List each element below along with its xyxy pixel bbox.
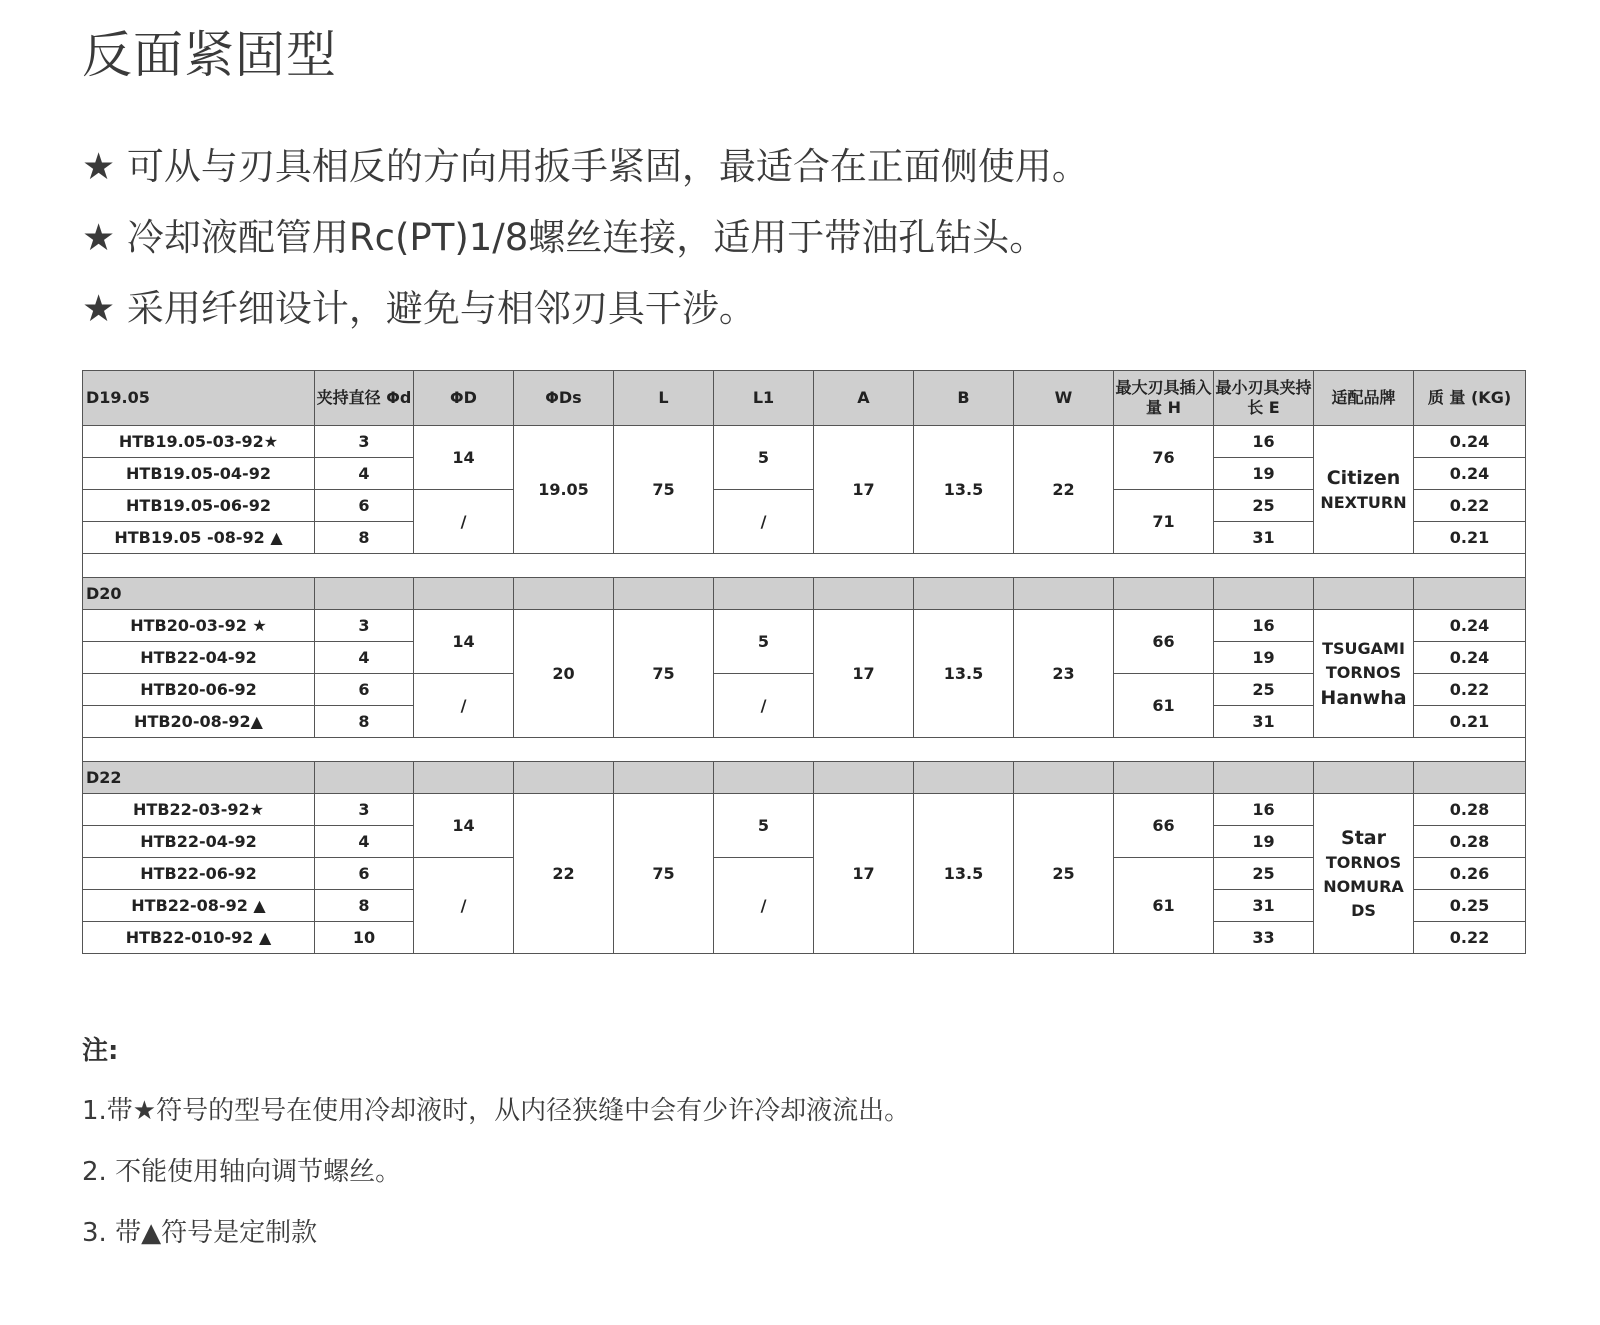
table-header-row: [83, 371, 1526, 426]
brand-name: NOMURA: [1323, 876, 1404, 896]
A-cell: 17: [814, 794, 914, 954]
header-cell: 最小刃具夹持长 E: [1214, 371, 1314, 426]
H-cell: 61: [1114, 858, 1214, 954]
E-cell: 16: [1214, 794, 1314, 826]
L1-cell: /: [714, 490, 814, 554]
kg-cell: 0.28: [1414, 794, 1526, 826]
group-header-row: [83, 578, 1526, 610]
header-cell: 夹持直径 Φd: [315, 371, 414, 426]
H-cell: 76: [1114, 426, 1214, 490]
feature-2: ★ 冷却液配管用Rc(PT)1/8螺丝连接，适用于带油孔钻头。: [82, 216, 1047, 259]
kg-cell: 0.24: [1414, 426, 1526, 458]
header-cell: A: [814, 371, 914, 426]
brand-name: Hanwha: [1320, 686, 1407, 709]
model-cell: HTB20-08-92▲: [83, 706, 315, 738]
d-cell: 10: [315, 922, 414, 954]
note-3: 3. 带▲符号是定制款: [82, 1218, 318, 1248]
table-row: [83, 426, 1526, 458]
E-cell: 16: [1214, 610, 1314, 642]
phiD-cell: 14: [414, 426, 514, 490]
group-header-row: [83, 762, 1526, 794]
model-cell: HTB20-06-92: [83, 674, 315, 706]
phiDs-cell: 20: [514, 610, 614, 738]
model-cell: HTB22-04-92: [83, 826, 315, 858]
model-cell: HTB19.05-06-92: [83, 490, 315, 522]
kg-cell: 0.21: [1414, 522, 1526, 554]
brand-name: TSUGAMI: [1322, 638, 1405, 658]
kg-cell: 0.22: [1414, 922, 1526, 954]
E-cell: 25: [1214, 858, 1314, 890]
table-row: [83, 490, 1526, 522]
L1-cell: 5: [714, 426, 814, 490]
header-cell: 适配品牌: [1314, 371, 1414, 426]
d-cell: 8: [315, 890, 414, 922]
header-cell: L1: [714, 371, 814, 426]
kg-cell: 0.22: [1414, 490, 1526, 522]
brand-name: NEXTURN: [1320, 492, 1407, 512]
E-cell: 33: [1214, 922, 1314, 954]
phiD-cell: 14: [414, 610, 514, 674]
spacer-row: [83, 738, 1526, 762]
phiD-cell: 14: [414, 794, 514, 858]
table-row: [83, 858, 1526, 890]
E-cell: 25: [1214, 490, 1314, 522]
group-name: D22: [83, 762, 315, 794]
E-cell: 31: [1214, 890, 1314, 922]
model-cell: HTB22-08-92 ▲: [83, 890, 315, 922]
model-cell: HTB19.05-04-92: [83, 458, 315, 490]
brand-name: Star: [1341, 826, 1386, 849]
E-cell: 25: [1214, 674, 1314, 706]
brand-cell: [1314, 610, 1414, 738]
feature-3: ★ 采用纤细设计，避免与相邻刃具干涉。: [82, 287, 756, 330]
A-cell: 17: [814, 610, 914, 738]
W-cell: 25: [1014, 794, 1114, 954]
phiD-cell: /: [414, 858, 514, 954]
E-cell: 31: [1214, 706, 1314, 738]
L-cell: 75: [614, 794, 714, 954]
W-cell: 23: [1014, 610, 1114, 738]
header-cell: W: [1014, 371, 1114, 426]
phiD-cell: /: [414, 674, 514, 738]
B-cell: 13.5: [914, 426, 1014, 554]
table-row: [83, 674, 1526, 706]
kg-cell: 0.21: [1414, 706, 1526, 738]
brand-name: TORNOS: [1325, 852, 1402, 872]
E-cell: 19: [1214, 642, 1314, 674]
kg-cell: 0.24: [1414, 642, 1526, 674]
B-cell: 13.5: [914, 794, 1014, 954]
d-cell: 4: [315, 458, 414, 490]
note-2: 2. 不能使用轴向调节螺丝。: [82, 1157, 402, 1187]
d-cell: 8: [315, 522, 414, 554]
H-cell: 66: [1114, 794, 1214, 858]
L-cell: 75: [614, 426, 714, 554]
model-cell: HTB20-03-92 ★: [83, 610, 315, 642]
E-cell: 31: [1214, 522, 1314, 554]
header-cell: L: [614, 371, 714, 426]
L1-cell: /: [714, 858, 814, 954]
header-cell: B: [914, 371, 1014, 426]
kg-cell: 0.25: [1414, 890, 1526, 922]
d-cell: 3: [315, 426, 414, 458]
kg-cell: 0.28: [1414, 826, 1526, 858]
phiD-cell: /: [414, 490, 514, 554]
model-cell: HTB22-04-92: [83, 642, 315, 674]
header-cell: 质 量 (KG): [1414, 371, 1526, 426]
d-cell: 3: [315, 794, 414, 826]
note-1: 1.带★符号的型号在使用冷却液时，从内径狭缝中会有少许冷却液流出。: [82, 1096, 911, 1126]
H-cell: 66: [1114, 610, 1214, 674]
d-cell: 4: [315, 826, 414, 858]
brand-name: TORNOS: [1325, 662, 1402, 682]
d-cell: 3: [315, 610, 414, 642]
table-row: [83, 794, 1526, 826]
brand-name: DS: [1351, 900, 1376, 920]
feature-1: ★ 可从与刃具相反的方向用扳手紧固，最适合在正面侧使用。: [82, 145, 1089, 188]
spec-table: [82, 370, 1526, 954]
brand-name: Citizen: [1326, 466, 1401, 489]
kg-cell: 0.22: [1414, 674, 1526, 706]
E-cell: 19: [1214, 458, 1314, 490]
table-row: [83, 610, 1526, 642]
d-cell: 6: [315, 674, 414, 706]
model-cell: HTB22-03-92★: [83, 794, 315, 826]
spacer-row: [83, 554, 1526, 578]
d-cell: 8: [315, 706, 414, 738]
header-cell: 最大刃具插入量 H: [1114, 371, 1214, 426]
brand-cell: [1314, 426, 1414, 554]
L1-cell: 5: [714, 794, 814, 858]
header-cell: ΦDs: [514, 371, 614, 426]
H-cell: 61: [1114, 674, 1214, 738]
kg-cell: 0.24: [1414, 458, 1526, 490]
A-cell: 17: [814, 426, 914, 554]
L1-cell: /: [714, 674, 814, 738]
notes-title: 注:: [82, 1036, 119, 1066]
page-title: 反面紧固型: [82, 26, 337, 84]
E-cell: 16: [1214, 426, 1314, 458]
kg-cell: 0.26: [1414, 858, 1526, 890]
phiDs-cell: 19.05: [514, 426, 614, 554]
model-cell: HTB22-06-92: [83, 858, 315, 890]
L-cell: 75: [614, 610, 714, 738]
header-cell: D19.05: [83, 371, 315, 426]
B-cell: 13.5: [914, 610, 1014, 738]
brand-cell: [1314, 794, 1414, 954]
model-cell: HTB22-010-92 ▲: [83, 922, 315, 954]
model-cell: HTB19.05-03-92★: [83, 426, 315, 458]
phiDs-cell: 22: [514, 794, 614, 954]
d-cell: 4: [315, 642, 414, 674]
L1-cell: 5: [714, 610, 814, 674]
group-name: D20: [83, 578, 315, 610]
model-cell: HTB19.05 -08-92 ▲: [83, 522, 315, 554]
header-cell: ΦD: [414, 371, 514, 426]
d-cell: 6: [315, 490, 414, 522]
d-cell: 6: [315, 858, 414, 890]
kg-cell: 0.24: [1414, 610, 1526, 642]
E-cell: 19: [1214, 826, 1314, 858]
W-cell: 22: [1014, 426, 1114, 554]
H-cell: 71: [1114, 490, 1214, 554]
